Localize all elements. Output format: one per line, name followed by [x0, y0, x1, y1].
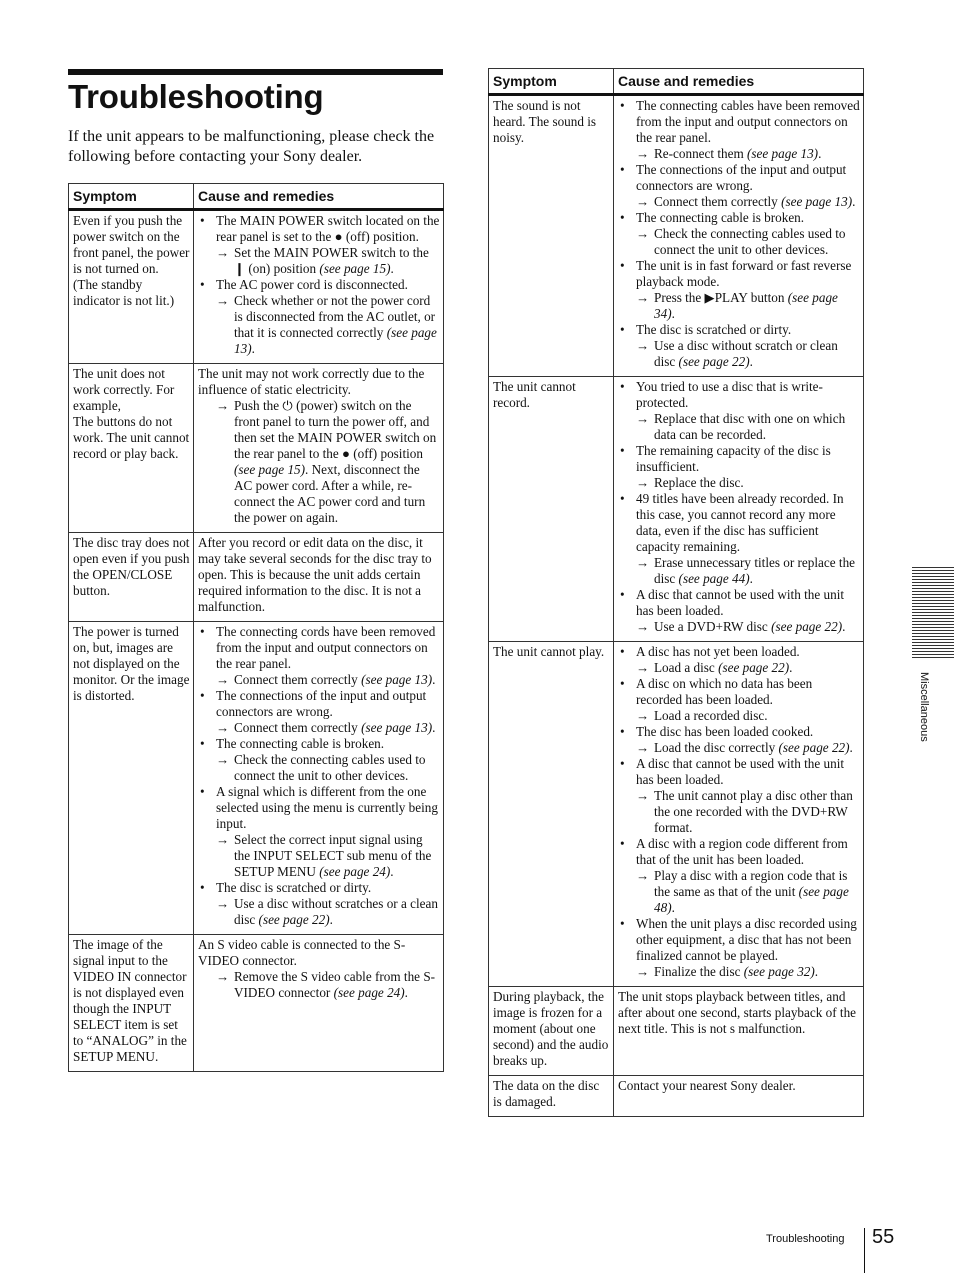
cause-bullet: • The disc is scratched or dirty.	[198, 880, 440, 896]
remedy-text-tail: .	[390, 261, 394, 276]
troubleshooting-table-right	[488, 68, 864, 1117]
remedy-text-tail: .	[852, 194, 856, 209]
cause-bullet: • You tried to use a disc that is write-protected.	[618, 379, 860, 411]
symptom-cell: The image of the signal input to the VIDEO IN connector is not displayed even though the INPUT SELECT item is set to “ANALOG” in the SETUP MENU.	[69, 935, 194, 1072]
page-reference: (see page 13)	[361, 720, 433, 735]
remedy-item	[636, 290, 860, 322]
arrow-right-icon: →	[636, 411, 650, 426]
table-row	[489, 987, 864, 1076]
arrow-right-icon: →	[636, 868, 650, 883]
remedy-text-tail: .	[671, 900, 675, 915]
arrow-right-icon: →	[636, 740, 650, 755]
remedy-item	[216, 245, 440, 277]
symptom-header: Symptom	[489, 69, 614, 95]
page-reference: (see page 13)	[361, 672, 433, 687]
page-reference: (see page 22)	[771, 619, 843, 634]
cause-bullet: • The remaining capacity of the disc is insufficient.	[618, 443, 860, 475]
page-reference: (see page 13)	[747, 146, 819, 161]
page-reference: (see page 13)	[234, 325, 437, 356]
remedy-text-tail: .	[849, 740, 853, 755]
remedy-text: Finalize the disc	[654, 964, 741, 979]
remedy-text: Use a disc without scratch or clean disc	[654, 338, 838, 369]
remedy-text: Replace that disc with one on which data can be recorded.	[654, 411, 846, 442]
remedy-text: Select the correct input signal using the INPUT SELECT sub menu of the SETUP MENU	[234, 832, 432, 879]
remedy-text-tail: .	[390, 864, 394, 879]
arrow-right-icon: →	[216, 896, 230, 911]
cause-cell	[194, 622, 444, 935]
table-row	[489, 642, 864, 987]
remedy-text-tail: .	[814, 964, 819, 979]
page-reference: (see page 15)	[319, 261, 391, 276]
cause-header: Cause and remedies	[614, 69, 864, 95]
remedy-item	[636, 788, 860, 836]
arrow-right-icon: →	[636, 194, 650, 209]
page-reference: (see page 32)	[743, 964, 815, 979]
remedy-text-tail: .	[432, 720, 436, 735]
cause-bullet: • The connections of the input and output connectors are wrong.	[618, 162, 860, 194]
remedy-item	[636, 146, 860, 162]
arrow-right-icon: →	[636, 290, 650, 305]
remedy-item	[636, 868, 860, 916]
cause-bullet: • 49 titles have been already recorded. In this case, you cannot record any more data, even if the disc has sufficient capacity remaining.	[618, 491, 860, 555]
remedy-item	[216, 752, 440, 784]
remedy-item	[636, 660, 860, 676]
symptom-cell: The sound is not heard. The sound is noisy.	[489, 95, 614, 377]
page-reference: (see page 22)	[258, 912, 330, 927]
remedy-item	[636, 619, 860, 635]
cause-cell	[614, 95, 864, 377]
remedy-text: Connect them correctly	[234, 672, 358, 687]
remedy-text-tail: .	[404, 985, 408, 1000]
cause-cell	[614, 377, 864, 642]
remedy-text-tail: .	[749, 571, 753, 586]
cause-bullet: • The connecting cords have been removed from the input and output connectors on the rear panel.	[198, 624, 440, 672]
cause-header: Cause and remedies	[194, 184, 444, 210]
page-reference: (see page 44)	[678, 571, 750, 586]
page-title: Troubleshooting	[68, 78, 324, 115]
cause-list	[618, 989, 860, 1037]
section-tab-lines	[912, 567, 954, 659]
table-row	[69, 210, 444, 364]
cause-cell	[194, 935, 444, 1072]
remedy-item	[216, 672, 440, 688]
arrow-right-icon: →	[636, 146, 650, 161]
page-reference: (see page 15)	[234, 462, 306, 477]
page-reference: (see page 22)	[678, 354, 750, 369]
cause-list	[198, 535, 440, 615]
cause-bullet: • The disc has been loaded cooked.	[618, 724, 860, 740]
cause-text: An S video cable is connected to the S-VIDEO connector.	[198, 937, 406, 968]
section-label: Miscellaneous	[918, 672, 930, 742]
title-rule	[68, 69, 443, 75]
remedy-item	[636, 740, 860, 756]
table-row	[69, 364, 444, 533]
remedy-text: Check the connecting cables used to connect the unit to other devices.	[234, 752, 426, 783]
arrow-right-icon: →	[636, 338, 650, 353]
page-reference: (see page 34)	[654, 290, 838, 321]
page-number: 55	[872, 1226, 895, 1248]
remedy-item	[636, 555, 860, 587]
cause-cell	[194, 533, 444, 622]
arrow-right-icon: →	[636, 964, 650, 979]
symptom-cell: The power is turned on, but, images are not displayed on the monitor. Or the image is distorted.	[69, 622, 194, 935]
troubleshooting-table-left	[68, 183, 444, 1072]
cause-bullet: • A signal which is different from the one selected using the menu is currently being input.	[198, 784, 440, 832]
cause-bullet: • A disc that cannot be used with the unit has been loaded.	[618, 587, 860, 619]
remedy-text: Press the ▶PLAY button	[654, 290, 785, 305]
table-row	[489, 95, 864, 377]
symptom-cell: The data on the disc is damaged.	[489, 1076, 614, 1117]
remedy-text-tail: .	[749, 354, 753, 369]
arrow-right-icon: →	[636, 660, 650, 675]
remedy-item	[636, 964, 860, 980]
remedy-text: Load the disc correctly	[654, 740, 776, 755]
remedy-text-tail: . Next, disconnect the AC power cord. After a while, re-connect the AC power cord and turn the power on again.	[234, 462, 426, 525]
cause-list	[618, 379, 860, 635]
remedy-item	[216, 832, 440, 880]
cause-bullet: • The AC power cord is disconnected.	[198, 277, 440, 293]
cause-cell	[194, 210, 444, 364]
arrow-right-icon: →	[636, 619, 650, 634]
remedy-item	[636, 338, 860, 370]
page-reference: (see page 24)	[333, 985, 405, 1000]
arrow-right-icon: →	[636, 708, 650, 723]
cause-cell	[614, 642, 864, 987]
footer-section-name: Troubleshooting	[766, 1233, 845, 1245]
table-row	[489, 377, 864, 642]
arrow-right-icon: →	[216, 752, 230, 767]
remedy-text: Replace the disc.	[654, 475, 744, 490]
remedy-text: Erase unnecessary titles or replace the disc	[654, 555, 856, 586]
remedy-text: Load a disc	[654, 660, 715, 675]
remedy-text-tail: .	[251, 341, 255, 356]
cause-bullet: • The connecting cable is broken.	[618, 210, 860, 226]
remedy-text: Re-connect them	[654, 146, 744, 161]
remedy-text-tail: .	[789, 660, 793, 675]
cause-text: The unit stops playback between titles, and after about one second, starts playback of the next title. This is not s malfunction.	[618, 989, 857, 1036]
remedy-item	[216, 398, 440, 526]
cause-list	[198, 213, 440, 357]
remedy-item	[216, 969, 440, 1001]
remedy-text: The unit cannot play a disc other than the one recorded with the DVD+RW format.	[654, 788, 853, 835]
remedy-text: Play a disc with a region code that is the same as that of the unit	[654, 868, 848, 899]
remedy-item	[636, 194, 860, 210]
cause-bullet: • When the unit plays a disc recorded using other equipment, a disc that has not been finalized cannot be played.	[618, 916, 860, 964]
arrow-right-icon: →	[216, 245, 230, 260]
remedy-text: Connect them correctly	[654, 194, 778, 209]
cause-list	[198, 366, 440, 526]
cause-text: After you record or edit data on the disc, it may take several seconds for the disc tray to open. This is because the unit adds certain required information to the disc. It is not a malfunction.	[198, 535, 432, 614]
remedy-text: Push the ⏻ (power) switch on the front panel to turn the power off, and then set the MAIN POWER switch on the rear panel to the ● (off) position	[234, 398, 437, 461]
cause-list	[618, 644, 860, 980]
remedy-item	[636, 411, 860, 443]
symptom-cell: The unit cannot play.	[489, 642, 614, 987]
remedy-text: Use a DVD+RW disc	[654, 619, 768, 634]
page-reference: (see page 22)	[718, 660, 790, 675]
cause-text: Contact your nearest Sony dealer.	[618, 1078, 796, 1093]
symptom-cell: The disc tray does not open even if you push the OPEN/CLOSE button.	[69, 533, 194, 622]
cause-bullet: • The unit is in fast forward or fast reverse playback mode.	[618, 258, 860, 290]
cause-list	[198, 937, 440, 1001]
footer-divider	[864, 1228, 865, 1273]
cause-bullet: • The connecting cable is broken.	[198, 736, 440, 752]
cause-list	[618, 1078, 860, 1094]
cause-cell	[614, 1076, 864, 1117]
remedy-text: Check the connecting cables used to connect the unit to other devices.	[654, 226, 846, 257]
remedy-item	[636, 475, 860, 491]
cause-bullet: • A disc on which no data has been recorded has been loaded.	[618, 676, 860, 708]
remedy-text: Load a recorded disc.	[654, 708, 768, 723]
cause-bullet: • The MAIN POWER switch located on the rear panel is set to the ● (off) position.	[198, 213, 440, 245]
intro-paragraph: If the unit appears to be malfunctioning, please check the following before contacting your Sony dealer.	[68, 128, 435, 165]
cause-bullet: • The disc is scratched or dirty.	[618, 322, 860, 338]
page-reference: (see page 24)	[319, 864, 391, 879]
symptom-cell: During playback, the image is frozen for a moment (about one second) and the audio breaks up.	[489, 987, 614, 1076]
cause-bullet: • The connections of the input and output connectors are wrong.	[198, 688, 440, 720]
arrow-right-icon: →	[216, 720, 230, 735]
symptom-cell: Even if you push the power switch on the front panel, the power is not turned on. (The standby indicator is not lit.)	[69, 210, 194, 364]
arrow-right-icon: →	[216, 293, 230, 308]
cause-cell	[194, 364, 444, 533]
arrow-right-icon: →	[636, 788, 650, 803]
remedy-text-tail: .	[842, 619, 846, 634]
cause-list	[618, 98, 860, 370]
page-reference: (see page 13)	[781, 194, 853, 209]
arrow-right-icon: →	[636, 555, 650, 570]
cause-bullet: • A disc with a region code different from that of the unit has been loaded.	[618, 836, 860, 868]
arrow-right-icon: →	[636, 226, 650, 241]
table-row	[69, 935, 444, 1072]
arrow-right-icon: →	[636, 475, 650, 490]
arrow-right-icon: →	[216, 398, 230, 413]
arrow-right-icon: →	[216, 832, 230, 847]
arrow-right-icon: →	[216, 969, 230, 984]
cause-bullet: • A disc that cannot be used with the unit has been loaded.	[618, 756, 860, 788]
cause-text: The unit may not work correctly due to the influence of static electricity.	[198, 366, 425, 397]
remedy-text: Connect them correctly	[234, 720, 358, 735]
table-row	[489, 1076, 864, 1117]
table-row	[69, 533, 444, 622]
symptom-cell: The unit cannot record.	[489, 377, 614, 642]
remedy-item	[636, 708, 860, 724]
remedy-text-tail: .	[432, 672, 436, 687]
page-reference: (see page 48)	[654, 884, 849, 915]
remedy-item	[216, 720, 440, 736]
table-header-row	[69, 184, 444, 210]
remedy-text-tail: .	[329, 912, 333, 927]
table-header-row	[489, 69, 864, 95]
cause-bullet: • The connecting cables have been removed from the input and output connectors on the rear panel.	[618, 98, 860, 146]
remedy-text-tail: .	[671, 306, 675, 321]
remedy-item	[636, 226, 860, 258]
table-row	[69, 622, 444, 935]
cause-bullet: • A disc has not yet been loaded.	[618, 644, 860, 660]
arrow-right-icon: →	[216, 672, 230, 687]
page-reference: (see page 22)	[778, 740, 850, 755]
remedy-text: Use a disc without scratches or a clean disc	[234, 896, 438, 927]
symptom-cell: The unit does not work correctly. For example, The buttons do not work. The unit cannot record or play back.	[69, 364, 194, 533]
remedy-item	[216, 293, 440, 357]
remedy-text: Check whether or not the power cord is disconnected from the AC outlet, or that it is connected correctly	[234, 293, 436, 340]
cause-list	[198, 624, 440, 928]
remedy-item	[216, 896, 440, 928]
remedy-text: Set the MAIN POWER switch to the ❙ (on) position	[234, 245, 429, 276]
remedy-text-tail: .	[818, 146, 822, 161]
remedy-text: Remove the S video cable from the S-VIDEO connector	[234, 969, 436, 1000]
symptom-header: Symptom	[69, 184, 194, 210]
cause-cell	[614, 987, 864, 1076]
